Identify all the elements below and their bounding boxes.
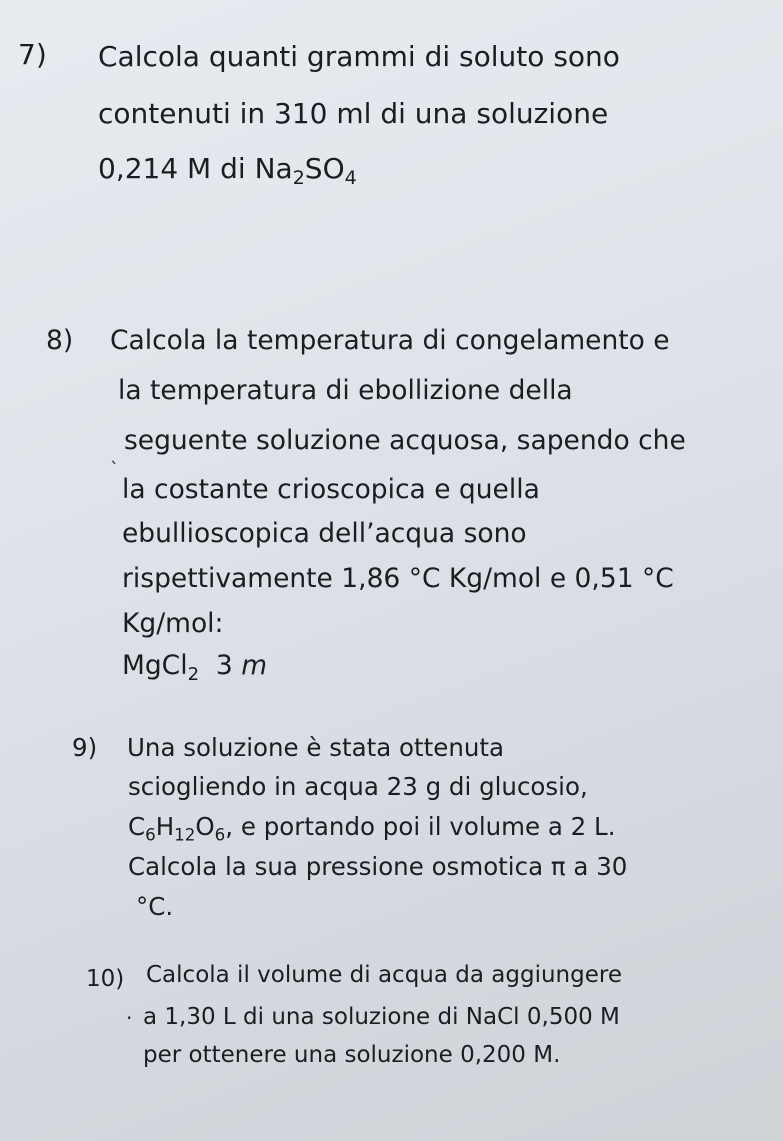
question-10-line-3: per ottenere una soluzione 0,200 M. bbox=[143, 1042, 561, 1068]
stray-dot-mark: · bbox=[126, 1006, 133, 1030]
question-7-line-2: contenuti in 310 ml di una soluzione bbox=[98, 97, 609, 130]
stray-pen-mark: ˎ bbox=[110, 444, 119, 465]
question-10-line-1: Calcola il volume di acqua da aggiungere bbox=[146, 962, 622, 988]
question-8-line-3: seguente soluzione acquosa, sapendo che bbox=[124, 425, 686, 456]
question-9-line-2: sciogliendo in acqua 23 g di glucosio, bbox=[128, 772, 588, 801]
question-7-line-1: Calcola quanti grammi di soluto sono bbox=[98, 40, 620, 73]
question-7-line-3-text: 0,214 M di bbox=[98, 152, 255, 185]
question-8-line-1: Calcola la temperatura di congelamento e bbox=[110, 325, 670, 356]
magnesium-chloride-line bbox=[122, 650, 268, 685]
question-7-number: 7) bbox=[18, 38, 47, 71]
question-7-line-3 bbox=[98, 152, 357, 190]
magnesium-chloride-formula: MgCl$_2$ bbox=[122, 650, 200, 685]
question-9-line-4: Calcola la sua pressione osmotica π a 30 bbox=[128, 852, 628, 881]
question-8-line-2: la temperatura di ebollizione della bbox=[118, 375, 573, 406]
sodium-sulfate-formula: $Na_2SO_4$ bbox=[254, 152, 357, 190]
question-9-line-3-text: , e portando poi il volume a 2 L. bbox=[225, 812, 616, 841]
glucose-formula: $C_6H_{12}O_6$ bbox=[128, 812, 226, 845]
question-9-line-3 bbox=[128, 812, 616, 845]
question-10-line-2: a 1,30 L di una soluzione di NaCl 0,500 M bbox=[143, 1004, 620, 1030]
molality-value: 3 bbox=[215, 650, 233, 681]
question-8-line-7: Kg/mol: bbox=[122, 608, 224, 639]
question-9-line-5: °C. bbox=[136, 892, 174, 921]
question-8-number: 8) bbox=[46, 325, 74, 356]
question-9-line-1: Una soluzione è stata ottenuta bbox=[127, 733, 504, 762]
question-8-line-5: ebullioscopica dell’acqua sono bbox=[122, 518, 527, 549]
question-8-line-4: la costante crioscopica e quella bbox=[122, 474, 540, 505]
molality-unit: m bbox=[241, 650, 268, 681]
question-9-number: 9) bbox=[72, 733, 98, 762]
question-10-number: 10) bbox=[86, 966, 125, 992]
question-8-line-6: rispettivamente 1,86 °C Kg/mol e 0,51 °C bbox=[122, 563, 674, 594]
